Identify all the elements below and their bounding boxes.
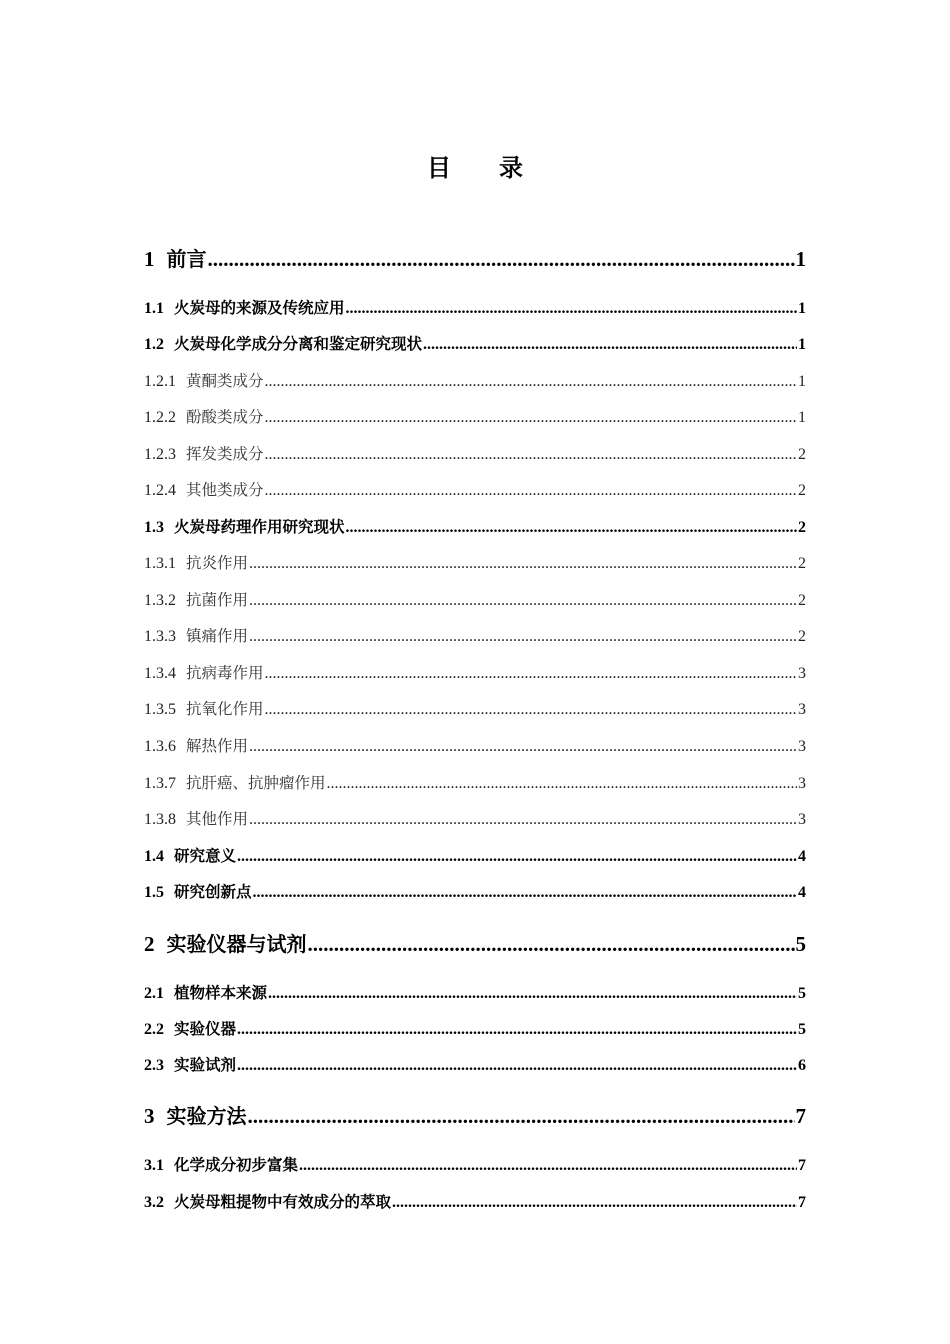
toc-entry-number: 2	[144, 932, 155, 956]
toc-entry-page-number: 2	[798, 519, 806, 536]
toc-entry-label: 其他作用	[186, 810, 249, 828]
page-title	[0, 148, 950, 183]
toc-entry-label: 挥发类成分	[186, 445, 264, 463]
toc-entry-page-number: 6	[798, 1057, 806, 1074]
toc-entry-2-3[interactable]	[144, 1053, 806, 1075]
toc-entry-label: 化学成分初步富集	[174, 1156, 299, 1174]
toc-entry-label: 抗肝癌、抗肿瘤作用	[186, 774, 326, 792]
toc-entry-label: 研究创新点	[174, 883, 252, 901]
toc-entry-1-3-1[interactable]	[144, 551, 806, 573]
toc-entry-page-number: 3	[798, 738, 806, 755]
toc-entry-page-number: 7	[798, 1194, 806, 1211]
dot-leader	[265, 482, 797, 500]
toc-entry-label: 实验仪器	[174, 1020, 237, 1038]
toc-entry-page-number: 1	[798, 409, 806, 426]
dot-leader	[237, 1021, 797, 1039]
toc-entry-label: 火炭母药理作用研究现状	[174, 518, 345, 536]
toc-entry-label: 黄酮类成分	[186, 372, 264, 390]
toc-entry-number: 2.3	[144, 1057, 164, 1074]
toc-entry-label: 研究意义	[174, 847, 237, 865]
dot-leader	[392, 1194, 797, 1212]
dot-leader	[268, 985, 797, 1003]
title-char-right: 录	[499, 154, 523, 182]
toc-entry-page-number: 1	[798, 373, 806, 390]
toc-entry-page-number: 2	[798, 482, 806, 499]
toc-entry-number: 3	[144, 1104, 155, 1128]
toc-entry-number: 1.1	[144, 300, 164, 317]
toc-entry-number: 1.2.3	[144, 446, 176, 463]
toc-entry-page-number: 4	[798, 884, 806, 901]
dot-leader	[249, 592, 797, 610]
toc-entry-2-1[interactable]	[144, 981, 806, 1003]
toc-entry-page-number: 3	[798, 775, 806, 792]
toc-entry-number: 2.2	[144, 1021, 164, 1038]
toc-entry-number: 1.3	[144, 519, 164, 536]
toc-entry-number: 1.3.3	[144, 628, 176, 645]
toc-entry-number: 1.3.6	[144, 738, 176, 755]
toc-entry-1-2-1[interactable]	[144, 369, 806, 391]
toc-entry-number: 1.2.4	[144, 482, 176, 499]
dot-leader	[237, 1057, 797, 1075]
toc-entry-1-5[interactable]	[144, 880, 806, 902]
toc-entry-page-number: 5	[798, 1021, 806, 1038]
toc-entry-number: 1.3.8	[144, 811, 176, 828]
dot-leader	[423, 336, 797, 354]
toc-entry-1-3-7[interactable]	[144, 771, 806, 793]
toc-entry-page-number: 1	[798, 336, 806, 353]
toc-entry-label: 其他类成分	[186, 481, 264, 499]
toc-entry-label: 抗病毒作用	[186, 664, 264, 682]
toc-entry-1-3-8[interactable]	[144, 807, 806, 829]
toc-entry-page-number: 1	[798, 300, 806, 317]
toc-entry-3-2[interactable]	[144, 1190, 806, 1212]
toc-entry-label: 实验方法	[166, 1104, 247, 1128]
toc-entry-1-2-2[interactable]	[144, 405, 806, 427]
dot-leader	[265, 665, 797, 683]
toc-entry-number: 1.2	[144, 336, 164, 353]
toc-entry-page-number: 5	[798, 985, 806, 1002]
toc-entry-label: 酚酸类成分	[186, 408, 264, 426]
toc-entry-number: 1	[144, 247, 155, 271]
dot-leader	[249, 811, 797, 829]
dot-leader	[327, 775, 797, 793]
dot-leader	[249, 628, 797, 646]
dot-leader	[299, 1157, 797, 1175]
dot-leader	[208, 247, 795, 272]
toc-entry-1-3-5[interactable]	[144, 697, 806, 719]
dot-leader	[248, 1104, 795, 1129]
toc-entry-3[interactable]	[144, 1100, 806, 1129]
toc-entry-page-number: 2	[798, 628, 806, 645]
toc-entry-1-3-4[interactable]	[144, 661, 806, 683]
toc-entry-number: 1.3.7	[144, 775, 176, 792]
dot-leader	[249, 738, 797, 756]
dot-leader	[237, 848, 797, 866]
toc-entry-page-number: 2	[798, 446, 806, 463]
dot-leader	[346, 519, 797, 537]
toc-entry-page-number: 2	[798, 555, 806, 572]
dot-leader	[265, 701, 797, 719]
toc-entry-1-3-6[interactable]	[144, 734, 806, 756]
toc-entry-number: 1.2.2	[144, 409, 176, 426]
toc-entry-1-1[interactable]	[144, 296, 806, 318]
toc-entry-label: 实验仪器与试剂	[166, 932, 307, 956]
toc-entry-1-2-3[interactable]	[144, 442, 806, 464]
toc-entry-number: 1.3.4	[144, 665, 176, 682]
toc-entry-label: 镇痛作用	[186, 627, 249, 645]
toc-entry-1-3[interactable]	[144, 515, 806, 537]
toc-entry-page-number: 7	[795, 1104, 806, 1128]
toc-entry-1-2-4[interactable]	[144, 478, 806, 500]
toc-entry-2-2[interactable]	[144, 1017, 806, 1039]
toc-entry-3-1[interactable]	[144, 1153, 806, 1175]
dot-leader	[249, 555, 797, 573]
toc-entry-page-number: 3	[798, 811, 806, 828]
toc-entry-page-number: 4	[798, 848, 806, 865]
toc-entry-1-3-2[interactable]	[144, 588, 806, 610]
dot-leader	[265, 409, 797, 427]
toc-entry-label: 抗菌作用	[186, 591, 249, 609]
dot-leader	[253, 884, 797, 902]
toc-entry-1-4[interactable]	[144, 844, 806, 866]
toc-entry-page-number: 3	[798, 665, 806, 682]
toc-entry-label: 解热作用	[186, 737, 249, 755]
toc-entry-number: 1.4	[144, 848, 164, 865]
toc-entry-number: 1.5	[144, 884, 164, 901]
toc-entry-number: 3.2	[144, 1194, 164, 1211]
dot-leader	[308, 932, 795, 957]
toc-entry-1-2[interactable]	[144, 332, 806, 354]
toc-entry-number: 1.2.1	[144, 373, 176, 390]
toc-entry-label: 植物样本来源	[174, 984, 268, 1002]
toc-entry-page-number: 1	[795, 247, 806, 271]
toc-entry-number: 1.3.1	[144, 555, 176, 572]
toc-entry-number: 1.3.5	[144, 701, 176, 718]
toc-entry-label: 火炭母的来源及传统应用	[174, 299, 345, 317]
toc-entry-page-number: 5	[795, 932, 806, 956]
toc-entry-label: 抗氧化作用	[186, 700, 264, 718]
toc-entry-label: 前言	[166, 247, 207, 271]
toc-entry-label: 火炭母粗提物中有效成分的萃取	[174, 1193, 392, 1211]
toc-entry-page-number: 7	[798, 1157, 806, 1174]
dot-leader	[265, 446, 797, 464]
toc-entry-1[interactable]	[144, 243, 806, 272]
toc-entry-page-number: 2	[798, 592, 806, 609]
toc-entry-2[interactable]	[144, 928, 806, 957]
title-char-left: 目	[427, 154, 451, 182]
toc-entry-page-number: 3	[798, 701, 806, 718]
dot-leader	[346, 300, 797, 318]
toc-entry-label: 实验试剂	[174, 1056, 237, 1074]
dot-leader	[265, 373, 797, 391]
toc-entry-label: 火炭母化学成分分离和鉴定研究现状	[174, 335, 423, 353]
toc-entry-number: 2.1	[144, 985, 164, 1002]
toc-entry-number: 3.1	[144, 1157, 164, 1174]
toc-entry-1-3-3[interactable]	[144, 624, 806, 646]
toc-entry-number: 1.3.2	[144, 592, 176, 609]
toc-entry-label: 抗炎作用	[186, 554, 249, 572]
